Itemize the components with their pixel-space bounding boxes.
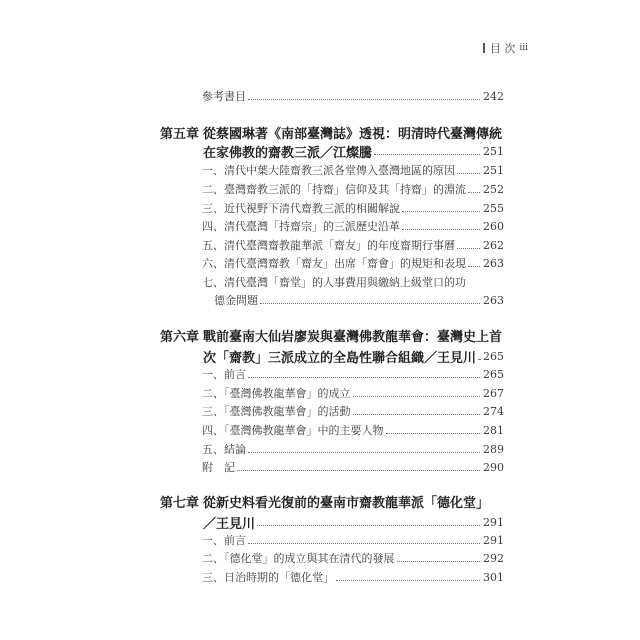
toc-entry-page: 290 [483,460,504,474]
toc-entry[interactable] [0,530,640,550]
toc-entry-label: 二、臺灣齋教三派的「持齋」信仰及其「持齋」的淵流 [202,183,466,196]
toc-entry-label: 一、前言 [202,534,246,547]
chapter-number: 第六章 [160,329,200,345]
toc-entry-page: 262 [483,238,504,252]
toc-entry[interactable] [0,235,640,255]
toc-entry-page: 292 [483,551,504,565]
chapter-number: 第五章 [160,126,200,142]
dot-leader [353,395,481,397]
toc-entry-page: 260 [483,219,504,233]
toc-entry[interactable] [0,160,640,180]
toc-entry[interactable] [0,216,640,236]
chapter-page: 265 [483,349,504,363]
dot-leader [257,524,480,526]
toc-entry[interactable] [0,548,640,568]
chapter-title-line2: 次「齋教」三派成立的全島性聯合組織／王見川 [203,350,477,366]
dot-leader [248,98,480,100]
toc-entry[interactable] [0,567,640,587]
toc-entry-page: 242 [483,89,504,103]
dot-leader [248,376,480,378]
dot-leader [402,228,480,230]
toc-entry-page: 281 [483,423,504,437]
toc-entry-label: 參考書目 [202,90,246,103]
dot-leader [336,579,480,581]
toc-entry-page: 289 [483,442,504,456]
toc-entry[interactable] [0,439,640,459]
dot-leader [386,432,481,434]
toc-entry-label: 二、「德化堂」的成立與其在清代的發展 [202,552,395,565]
toc-entry-label: 五、清代臺灣齋教龍華派「齋友」的年度齋期行事曆 [202,239,455,252]
toc-entry-label: 三、日治時期的「德化堂」 [202,571,334,584]
dot-leader [457,172,480,174]
dot-leader [374,153,480,155]
chapter-title-line1: 戰前臺南大仙岩廖炭與臺灣佛教龍華會：臺灣史上首 [203,329,503,345]
dot-leader [478,358,480,360]
chapter-number: 第七章 [160,495,200,511]
toc-entry[interactable] [0,179,640,199]
toc-entry-bibliography[interactable] [0,86,640,106]
toc-entry[interactable] [0,198,640,218]
chapter-title-line2: 在家佛教的齋教三派／江燦騰 [203,145,373,161]
toc-entry-page: 291 [483,533,504,547]
toc-entry-label: 四、清代臺灣「持齋宗」的三派歷史沿革 [202,220,400,233]
dot-leader [468,191,480,193]
toc-entry[interactable] [0,401,640,421]
toc-entry-continuation[interactable] [0,290,640,310]
running-head-page: iii [519,43,528,53]
chapter-page: 291 [483,515,504,529]
chapter-6-heading[interactable] [0,324,640,346]
dot-leader [248,451,480,453]
toc-entry-label: 二、「臺灣佛教龍華會」的成立 [202,387,351,400]
toc-entry-label: 七、清代臺灣「齋堂」的人事費用與繳納上級堂口的功 [202,276,466,289]
toc-entry-page: 267 [483,386,504,400]
chapter-title-line2: ／王見川 [203,516,256,532]
dot-leader [237,469,480,471]
dot-leader [248,542,480,544]
toc-entry-page: 274 [483,404,504,418]
toc-entry-label: 五、結論 [202,443,246,456]
chapter-title-line1: 從新史料看光復前的臺南市齋教龍華派「德化堂」 [203,495,490,511]
running-head-text: 目 次 [489,42,516,55]
toc-entry-label: 四、「臺灣佛教龍華會」中的主要人物 [202,424,384,437]
toc-entry[interactable] [0,457,640,477]
toc-entry-page: 252 [483,182,504,196]
toc-entry-page: 255 [483,201,504,215]
toc-entry-page: 301 [483,570,504,584]
toc-entry[interactable] [0,420,640,440]
chapter-7-heading[interactable] [0,490,640,512]
running-head-bar [483,43,485,53]
toc-entry-label: 一、清代中葉大陸齋教三派各堂傳入臺灣地區的原因 [202,164,455,177]
dot-leader [353,413,481,415]
toc-entry-label: 附 記 [202,461,235,474]
toc-entry-label: 德金問題 [214,294,258,307]
chapter-title-line1: 從蔡國琳著《南部臺灣誌》透視：明清時代臺灣傳統 [203,126,503,142]
toc-entry-label: 一、前言 [202,368,246,381]
toc-entry[interactable] [0,272,640,292]
dot-leader [457,247,480,249]
toc-entry-label: 三、「臺灣佛教龍華會」的活動 [202,405,351,418]
chapter-5-title-line2[interactable] [0,140,640,162]
toc-entry-page: 263 [483,256,504,270]
dot-leader [402,210,480,212]
toc-entry[interactable] [0,253,640,273]
running-head [483,40,528,56]
toc-entry-label: 六、清代臺灣齋教「齋友」出席「齋會」的規矩和表現 [202,257,466,270]
toc-entry-label: 三、近代視野下清代齋教三派的相關解說 [202,202,400,215]
dot-leader [397,560,481,562]
toc-entry[interactable] [0,364,640,384]
dot-leader [468,265,480,267]
chapter-page: 251 [483,144,504,158]
toc-entry-page: 263 [483,293,504,307]
toc-entry-page: 251 [483,163,504,177]
toc-entry[interactable] [0,383,640,403]
toc-entry-page: 265 [483,367,504,381]
dot-leader [260,302,480,304]
